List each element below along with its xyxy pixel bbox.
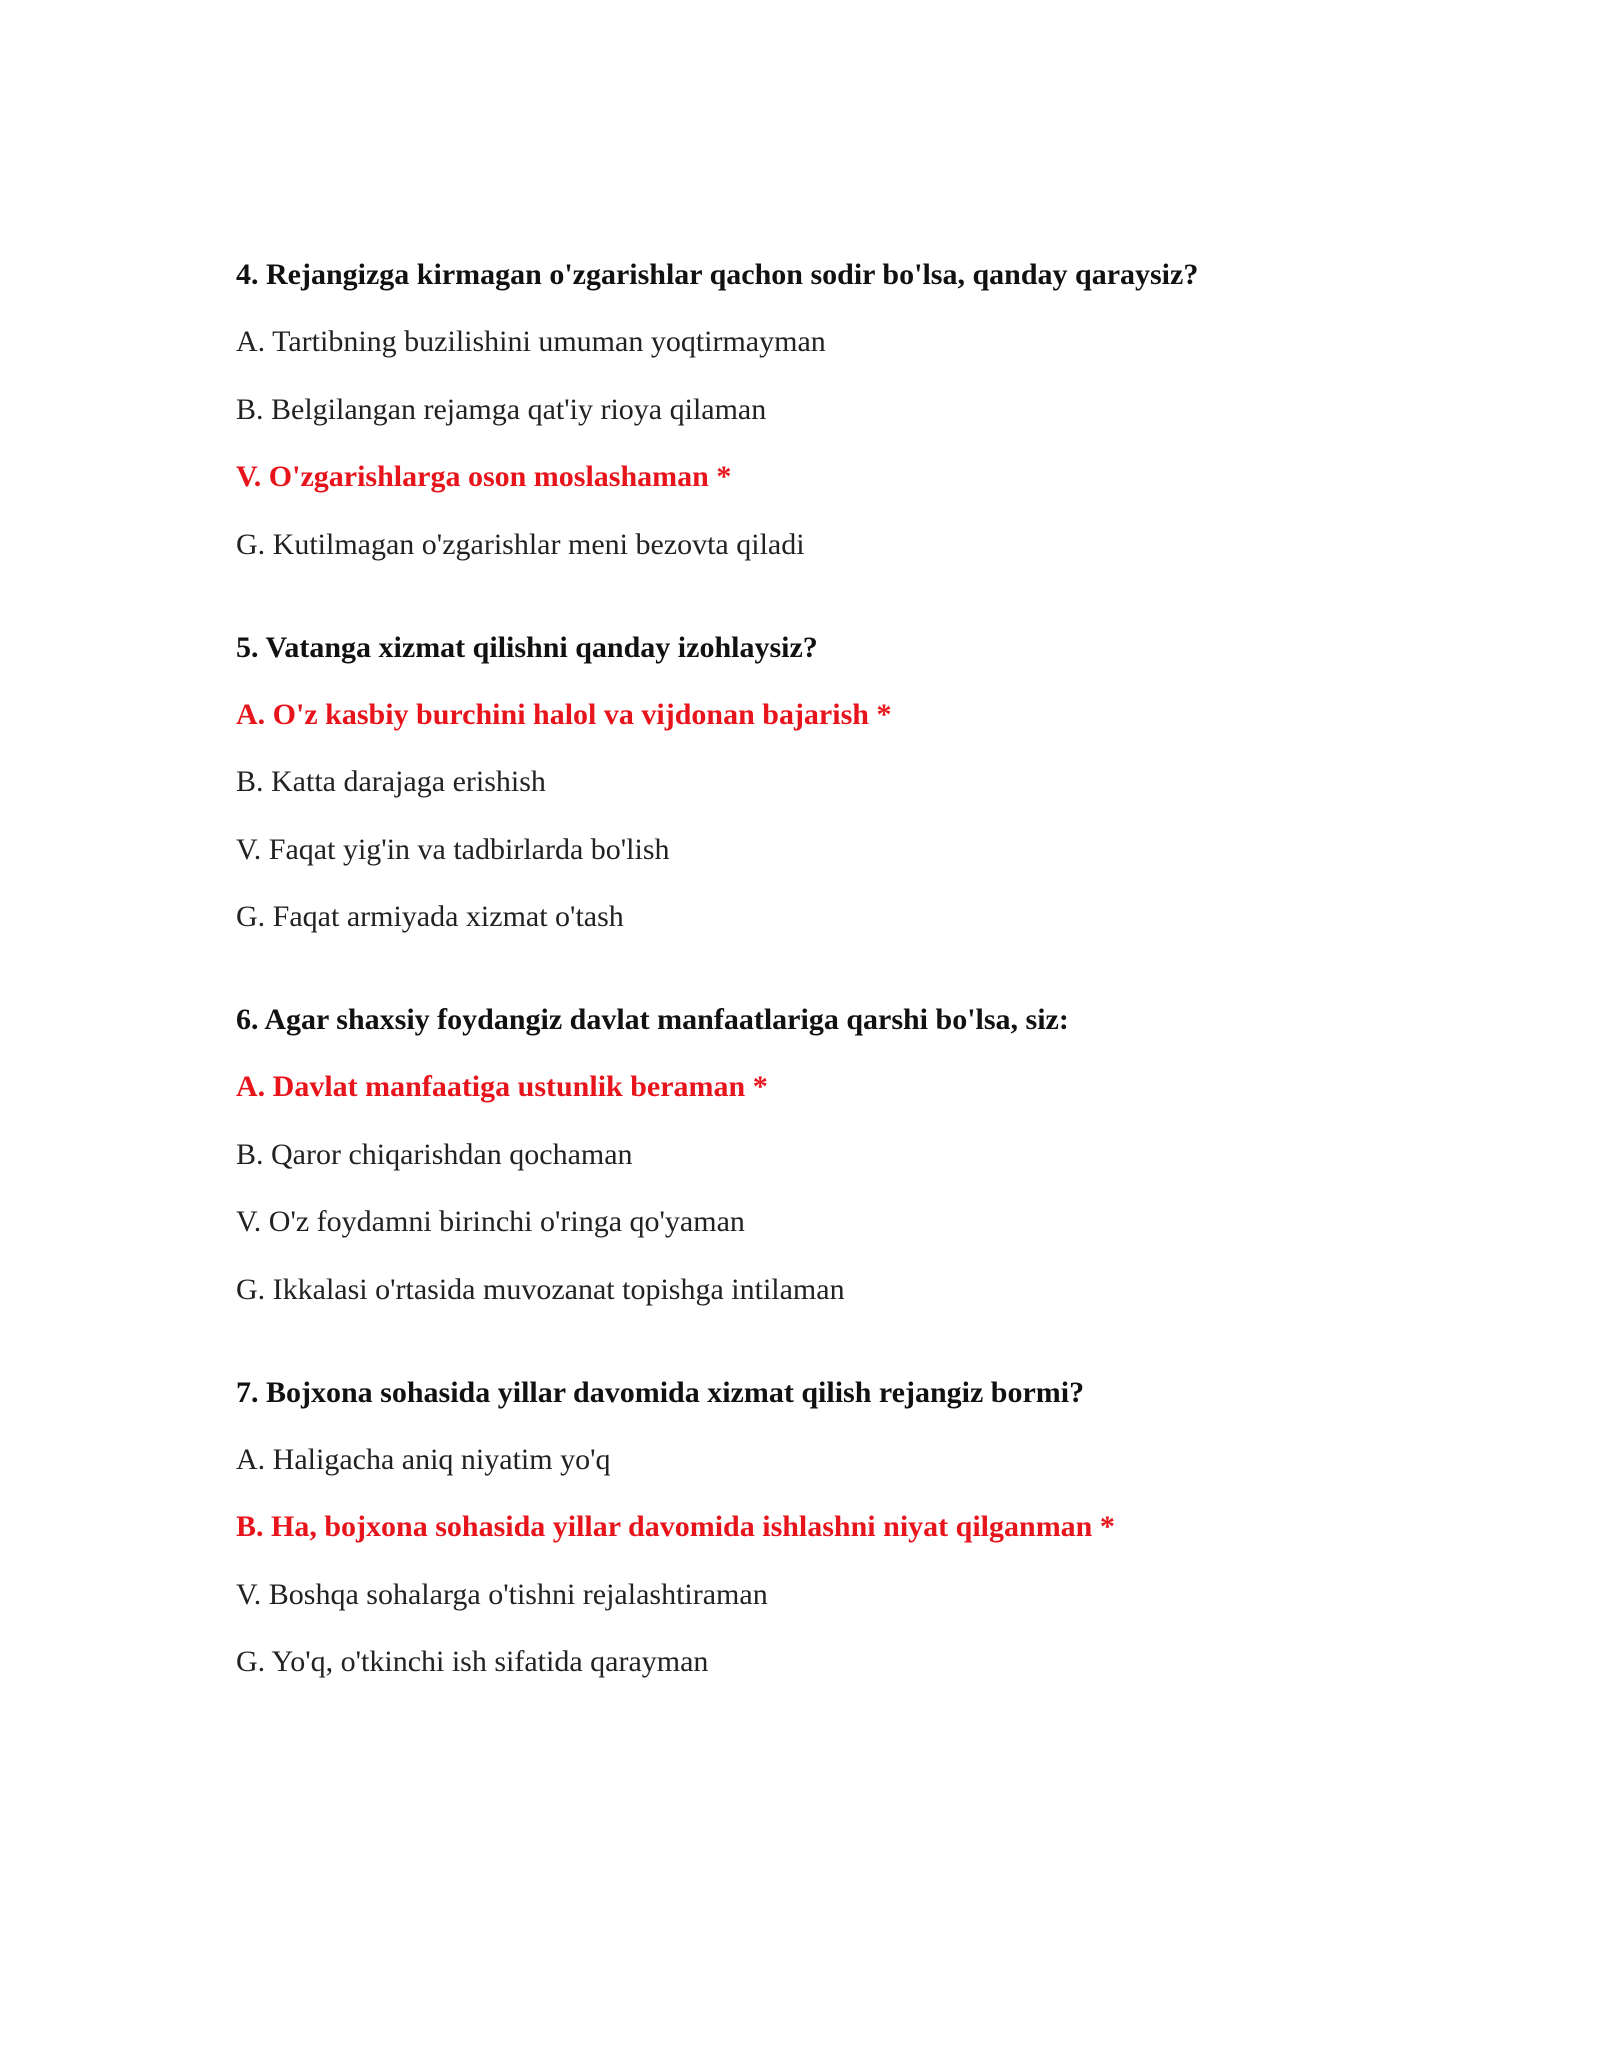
answer-option: V. Boshqa sohalarga o'tishni rejalashtiraman (236, 1577, 768, 1611)
question-block-7 (236, 1376, 1436, 1680)
answer-option: V. Faqat yig'in va tadbirlarda bo'lish (236, 832, 670, 866)
answer-option: G. Yo'q, o'tkinchi ish sifatida qarayman (236, 1645, 709, 1678)
answer-option: A. Tartibning buzilishini umuman yoqtirmayman (236, 325, 826, 358)
answer-option: G. Ikkalasi o'rtasida muvozanat topishga intilaman (236, 1272, 845, 1306)
question-block-4 (236, 258, 1436, 562)
correct-answer-option: B. Ha, bojxona sohasida yillar davomida ishlashni niyat qilganman * (236, 1510, 1115, 1543)
question-block-6 (236, 1003, 1436, 1307)
answer-option: B. Qaror chiqarishdan qochaman (236, 1137, 633, 1171)
answer-option: G. Faqat armiyada xizmat o'tash (236, 900, 624, 933)
question-title: 4. Rejangizga kirmagan o'zgarishlar qachon sodir bo'lsa, qanday qaraysiz? (236, 258, 1199, 291)
answer-option: V. O'z foydamni birinchi o'ringa qo'yaman (236, 1205, 745, 1238)
correct-answer-option: V. O'zgarishlarga oson moslashaman * (236, 460, 732, 493)
correct-answer-option: A. Davlat manfaatiga ustunlik beraman * (236, 1070, 768, 1103)
question-title: 6. Agar shaxsiy foydangiz davlat manfaatlariga qarshi bo'lsa, siz: (236, 1003, 1069, 1036)
answer-option: A. Haligacha aniq niyatim yo'q (236, 1442, 611, 1476)
question-title: 7. Bojxona sohasida yillar davomida xizmat qilish rejangiz bormi? (236, 1375, 1085, 1409)
answer-option: G. Kutilmagan o'zgarishlar meni bezovta qiladi (236, 527, 805, 561)
answer-option: B. Belgilangan rejamga qat'iy rioya qilaman (236, 392, 767, 426)
question-block-5 (236, 631, 1436, 935)
correct-answer-option: A. O'z kasbiy burchini halol va vijdonan bajarish * (236, 697, 892, 731)
question-title: 5. Vatanga xizmat qilishni qanday izohlaysiz? (236, 630, 818, 664)
question-list (236, 258, 1436, 1748)
answer-option: B. Katta darajaga erishish (236, 765, 546, 798)
